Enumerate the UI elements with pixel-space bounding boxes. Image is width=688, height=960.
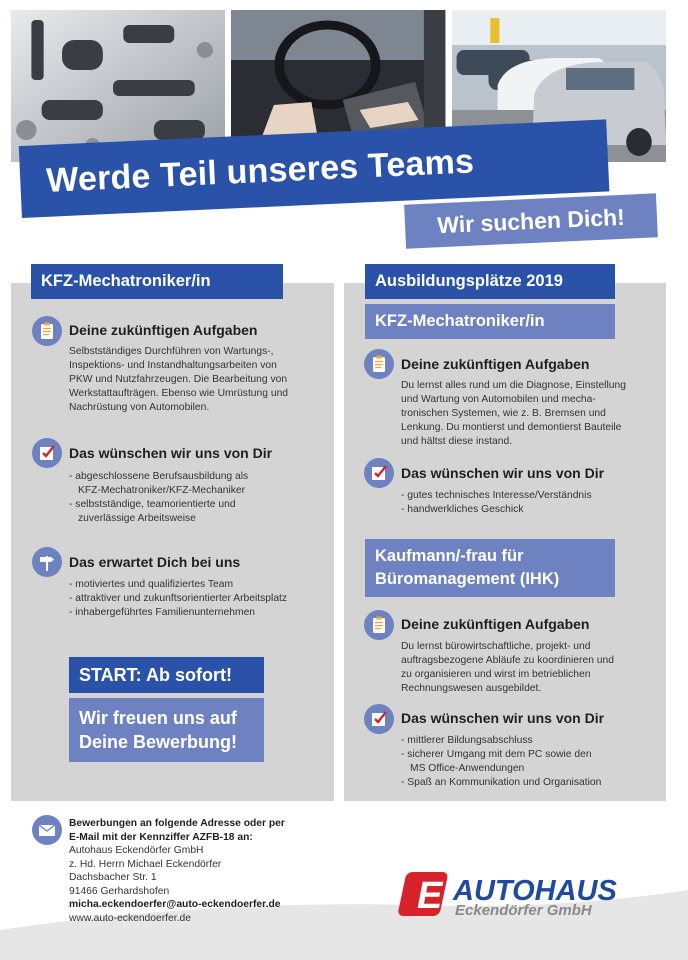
logo-name: AUTOHAUS [453,875,617,907]
left-section3-title: Das erwartet Dich bei uns [69,554,241,570]
headline-text: Werde Teil unseres Teams [45,141,475,200]
clipboard-icon [364,610,394,640]
mail-icon [32,815,62,845]
logo-sub: Eckendörfer GmbH [455,902,592,918]
right-section1-title: Deine zukünftigen Aufgaben [401,356,590,372]
logo-letter: E [417,875,443,917]
subline-text: Wir suchen Dich! [436,203,626,238]
right-training-tab: Ausbildungsplätze 2019 [365,264,615,299]
left-section1-title: Deine zukünftigen Aufgaben [69,322,258,338]
right-section3-text: Du lernst bürowirtschaftliche, projekt- und auftragsbezogene Abläufe zu koordinieren und zu organisieren und wirst im betrieblichen Rechnungswesen ausgebildet. [401,641,614,694]
email-link[interactable]: micha.eckendoerfer@auto-eckendoerfer.de [69,899,281,910]
left-section2-title: Das wünschen wir uns von Dir [69,445,273,461]
right-section3-title: Deine zukünftigen Aufgaben [401,616,590,632]
left-job-tab: KFZ-Mechatroniker/in [31,264,283,299]
clipboard-icon [32,316,62,346]
right-section2-title: Das wünschen wir uns von Dir [401,465,605,481]
start-banner: START: Ab sofort! [69,657,264,693]
autohaus-logo [395,870,660,918]
right-job1-tab: KFZ-Mechatroniker/in [365,304,615,339]
application-address: Bewerbungen an folgende Adresse oder per E-Mail mit der Kennziffer AZFB-18 an: Autohaus Eckendörfer GmbH z. Hd. Herrn Michael Eckendörfer Dachsbacher Str. 1 91466 Gerhardshofen micha.eckendoerfer@auto-eckendoerfer.de www.auto-eckendoerfer.de [69,818,285,924]
checkbox-icon [364,458,394,488]
left-section2-text: - abgeschlossene Berufsausbildung als KFZ-Mechatroniker/KFZ-Mechaniker - selbstständige, teamorientierte und zuverlässige Arbeitsweise [69,471,249,524]
right-section2-text: - gutes technisches Interesse/Verständnis - handwerkliches Geschick [401,490,592,515]
subline-banner [404,193,658,248]
right-section4-title: Das wünschen wir uns von Dir [401,710,605,726]
right-job2-tab: Kaufmann/-frau für Büromanagement (IHK) [365,539,615,597]
checkbox-icon [32,438,62,468]
right-section1-text: Du lernst alles rund um die Diagnose, Einstellung und Wartung von Automobilen und mecha- tronischen Systemen, wie z. B. Bremsen und Lenkung. Du montierst und demontierst Bauteile und hältst diese instand. [401,380,626,447]
clipboard-icon [364,349,394,379]
website-link[interactable]: www.auto-eckendoerfer.de [69,912,191,924]
right-section4-text: - mittlerer Bildungsabschluss - sicherer Umgang mit dem PC sowie den MS Office-Anwendungen - Spaß an Kommunikation und Organisation [401,735,602,788]
signpost-icon [32,547,62,577]
checkbox-icon [364,704,394,734]
left-section1-text: Selbstständiges Durchführen von Wartungs-, Inspektions- und Instandhaltungsarbeiten von PKW und Nutzfahrzeugen. Die Bearbeitung von Werkstattaufträgen. Ebenso wie Umrüstung und Nachrüstung von Automobilen. [69,346,289,413]
application-banner: Wir freuen uns auf Deine Bewerbung! [69,698,264,762]
left-section3-text: - motiviertes und qualifiziertes Team - attraktiver und zukunftsorientierter Arbeitsplatz - inhabergeführtes Familienunternehmen [69,579,288,618]
